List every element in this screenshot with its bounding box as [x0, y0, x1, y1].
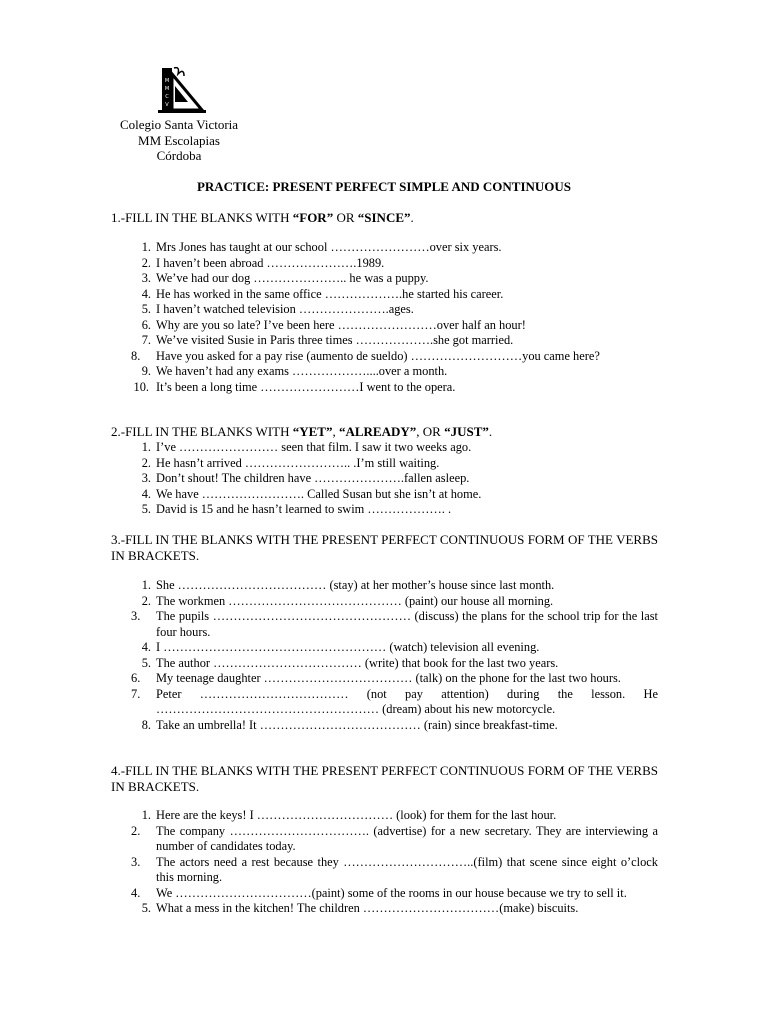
- section2-list: [111, 440, 658, 518]
- item-text: I haven’t watched television ………………….ages.: [156, 302, 414, 316]
- logo-letter-3: C: [165, 94, 169, 100]
- item-number: 4.: [131, 885, 141, 900]
- item-number: 6.: [141, 317, 151, 332]
- list-item: [111, 718, 658, 734]
- list-item: [111, 901, 658, 917]
- section1-word-since: “SINCE”: [357, 210, 411, 225]
- section2-word-just: “JUST”: [444, 424, 489, 439]
- item-number: 5.: [141, 655, 151, 670]
- item-text: We haven’t had any exams ………………....over a month.: [156, 364, 448, 378]
- list-item: [111, 687, 658, 718]
- list-item: [111, 502, 658, 518]
- item-text: What a mess in the kitchen! The children ……………………………(make) biscuits.: [156, 901, 579, 915]
- item-text: The actors need a rest because they …………………………..(film) that scene since eight o’clock this morning.: [156, 854, 658, 884]
- item-number: 1.: [141, 240, 151, 254]
- item-text: I haven’t been abroad ………………….1989.: [156, 255, 385, 270]
- item-text: David is 15 and he hasn’t learned to swim ………………. .: [156, 502, 452, 516]
- item-text: He has worked in the same office ……………….he started his career.: [156, 286, 504, 301]
- list-item: [111, 609, 658, 640]
- item-number: 3.: [141, 271, 151, 285]
- item-number: 5.: [141, 502, 151, 516]
- item-number: 9.: [141, 364, 151, 378]
- item-number: 3.: [131, 854, 141, 869]
- item-text: We’ve had our dog ………………….. he was a puppy.: [156, 271, 429, 285]
- list-item: [111, 440, 658, 456]
- item-text: We’ve visited Susie in Paris three times ……………….she got married.: [156, 333, 514, 347]
- section2-heading-end: .: [488, 424, 493, 439]
- item-number: 4.: [141, 486, 151, 501]
- school-logo-icon: [158, 66, 208, 114]
- section1-heading: [111, 210, 658, 226]
- item-number: 5.: [141, 901, 151, 915]
- item-number: 2.: [141, 455, 151, 470]
- item-number: 6.: [131, 671, 141, 685]
- item-number: 3.: [131, 609, 141, 623]
- list-item: [111, 456, 658, 472]
- item-number: 2.: [141, 255, 151, 270]
- item-number: 1.: [141, 578, 151, 592]
- section2-heading: [111, 424, 658, 440]
- section1-heading-end: .: [410, 210, 414, 225]
- section1-word-for: “FOR”: [292, 210, 334, 225]
- list-item: [111, 240, 658, 256]
- logo-letter-4: V: [165, 102, 169, 108]
- section3-heading: 3.-FILL IN THE BLANKS WITH THE PRESENT PERFECT CONTINUOUS FORM OF THE VERBS IN BRACKETS.: [111, 532, 658, 563]
- section4-heading: 4.-FILL IN THE BLANKS WITH THE PRESENT PERFECT CONTINUOUS FORM OF THE VERBS IN BRACKETS.: [111, 763, 658, 794]
- section4-list: [111, 808, 658, 917]
- section2-heading-sep1: ,: [332, 424, 339, 439]
- section2-heading-sep2: , OR: [416, 424, 445, 439]
- item-number: 8.: [141, 717, 151, 732]
- item-text: Here are the keys! I …………………………… (look) for them for the last hour.: [156, 808, 557, 822]
- list-item: [111, 640, 658, 656]
- item-number: 10.: [133, 379, 149, 394]
- list-item: [111, 333, 658, 349]
- item-text: He hasn’t arrived …………………….. .I’m still waiting.: [156, 455, 440, 470]
- item-number: 1.: [141, 808, 151, 822]
- item-number: 5.: [141, 302, 151, 316]
- list-item: [111, 271, 658, 287]
- section2-word-already: “ALREADY”: [338, 424, 417, 439]
- item-text: The pupils ………………………………………… (discuss) the plans for the school trip for the last four hours.: [156, 609, 658, 639]
- list-item: [111, 349, 658, 365]
- item-text: Peter ……………………………… (not pay attention) during the lesson. He ……………………………………………… (dream) about his new motorcycle.: [156, 686, 658, 716]
- item-number: 3.: [141, 471, 151, 485]
- item-text: The author ……………………………… (write) that book for the last two years.: [156, 655, 559, 670]
- list-item: [111, 256, 658, 272]
- item-text: The workmen …………………………………… (paint) our house all morning.: [156, 593, 554, 608]
- list-item: [111, 824, 658, 855]
- item-text: She ……………………………… (stay) at her mother’s house since last month.: [156, 578, 555, 592]
- item-number: 4.: [141, 640, 151, 654]
- list-item: [111, 578, 658, 594]
- list-item: [111, 855, 658, 886]
- logo-letter-1: M: [164, 78, 170, 84]
- section1-heading-or: OR: [333, 210, 358, 225]
- page-title: PRACTICE: PRESENT PERFECT SIMPLE AND CONTINUOUS: [196, 179, 572, 194]
- school-line2: MM Escolapias: [138, 132, 220, 148]
- school-name: Colegio Santa Victoria: [119, 117, 239, 132]
- item-text: We have ……………………. Called Susan but she isn’t at home.: [156, 486, 482, 501]
- item-text: The company ……………………………. (advertise) for a new secretary. They are interviewing a number of candidates today.: [156, 823, 658, 853]
- list-item: [111, 318, 658, 334]
- list-item: [111, 808, 658, 824]
- item-number: 7.: [131, 686, 141, 701]
- list-item: [111, 671, 658, 687]
- list-item: [111, 594, 658, 610]
- item-text: I’ve …………………… seen that film. I saw it two weeks ago.: [156, 440, 472, 454]
- item-text: My teenage daughter ……………………………… (talk) on the phone for the last two hours.: [156, 671, 621, 685]
- section1-heading-text: 1.-FILL IN THE BLANKS WITH: [111, 210, 293, 225]
- school-logo: [158, 66, 208, 114]
- logo-letter-2: M: [164, 86, 170, 92]
- item-text: Have you asked for a pay rise (aumento de sueldo) ………………………you came here?: [156, 348, 600, 363]
- item-number: 2.: [141, 593, 151, 608]
- item-text: We ……………………………(paint) some of the rooms in our house because we try to sell it.: [156, 885, 627, 900]
- item-number: 4.: [141, 286, 151, 301]
- school-header: [104, 117, 254, 164]
- item-text: It’s been a long time ……………………I went to the opera.: [156, 379, 456, 394]
- item-text: Why are you so late? I’ve been here ……………………over half an hour!: [156, 317, 526, 332]
- list-item: [111, 656, 658, 672]
- list-item: [111, 886, 658, 902]
- item-number: 2.: [131, 823, 141, 838]
- item-text: Mrs Jones has taught at our school ……………………over six years.: [156, 240, 502, 254]
- section3-list: [111, 578, 658, 733]
- item-text: I ……………………………………………… (watch) television all evening.: [156, 640, 540, 654]
- section2-word-yet: “YET”: [292, 424, 333, 439]
- list-item: [111, 471, 658, 487]
- item-text: Take an umbrella! It ………………………………… (rain) since breakfast-time.: [156, 717, 558, 732]
- item-number: 8.: [131, 348, 141, 363]
- list-item: [111, 487, 658, 503]
- list-item: [111, 380, 658, 396]
- school-city: Córdoba: [156, 148, 202, 163]
- list-item: [111, 302, 658, 318]
- section1-list: [111, 240, 658, 395]
- item-number: 7.: [141, 333, 151, 347]
- item-text: Don’t shout! The children have ………………….fallen asleep.: [156, 471, 470, 485]
- section2-heading-text: 2.-FILL IN THE BLANKS WITH: [111, 424, 293, 439]
- list-item: [111, 364, 658, 380]
- list-item: [111, 287, 658, 303]
- item-number: 1.: [141, 440, 151, 454]
